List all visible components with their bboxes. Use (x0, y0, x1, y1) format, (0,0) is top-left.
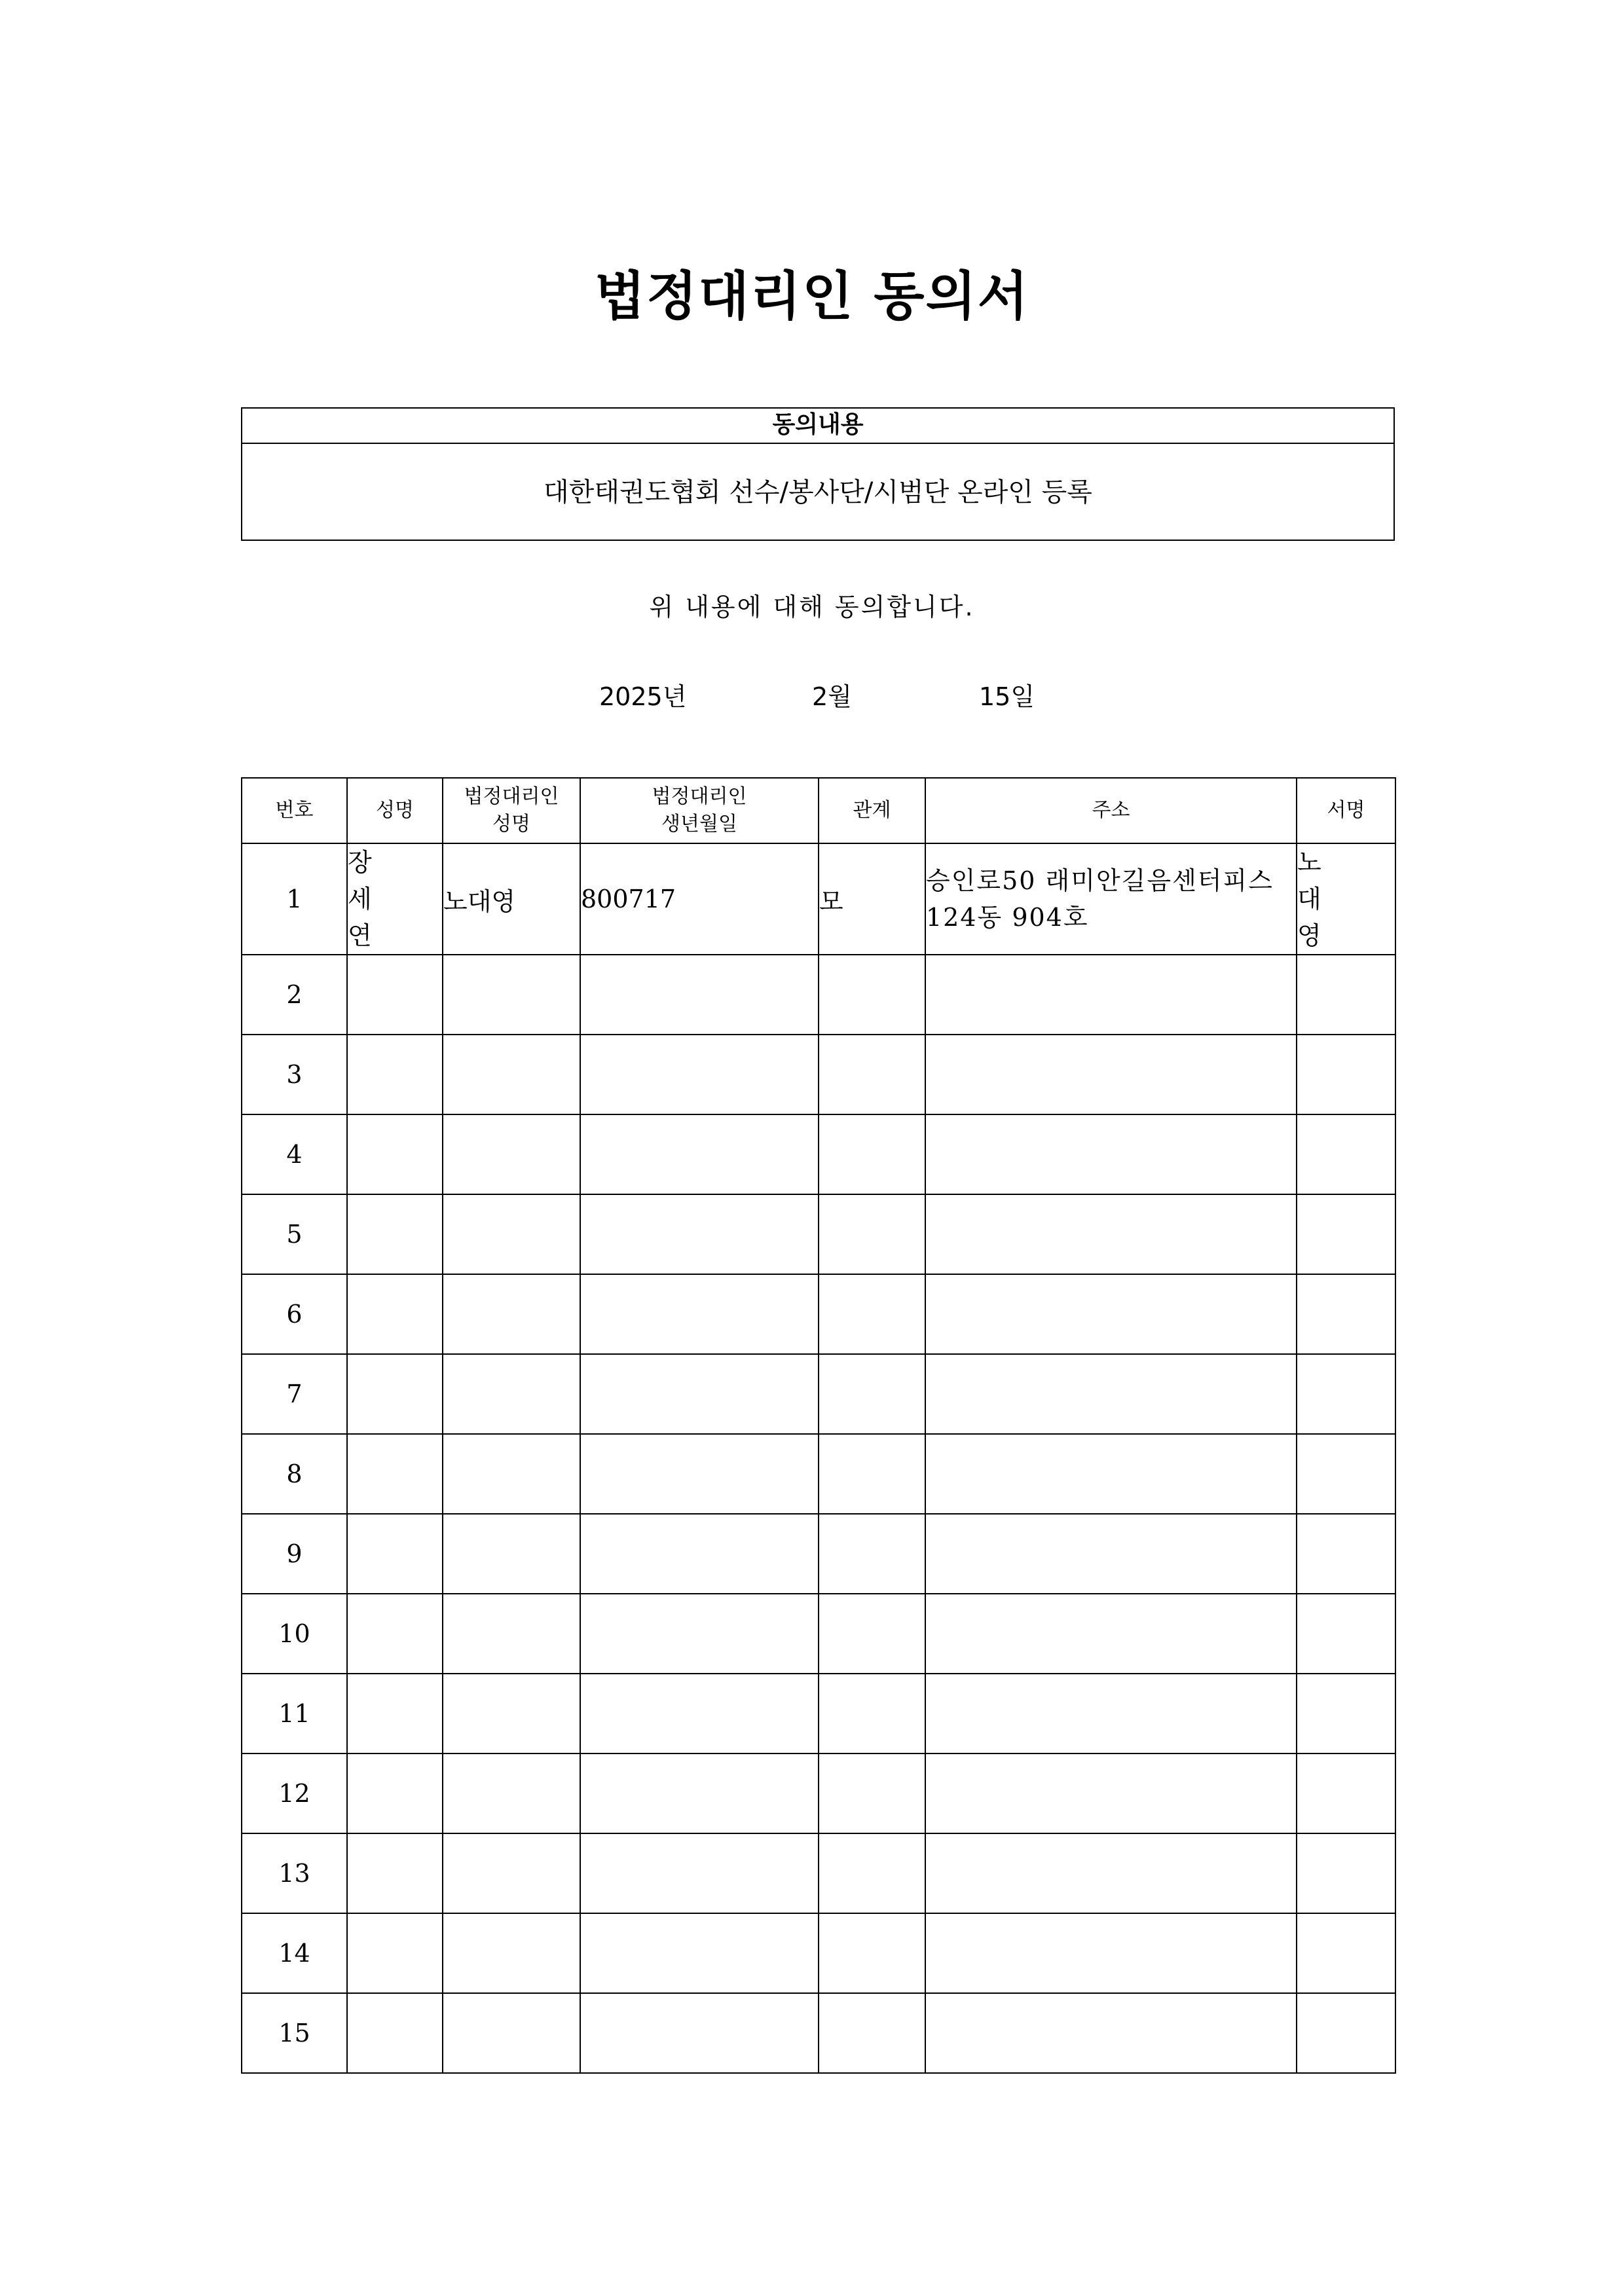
cell-name (347, 1674, 443, 1753)
cell-address (925, 1114, 1297, 1194)
cell-number: 3 (242, 1035, 347, 1114)
cell-signature (1297, 1674, 1395, 1753)
cell-guardian-name (443, 1354, 580, 1434)
cell-guardian-birth (580, 1354, 819, 1434)
header-guardian-birth: 법정대리인 생년월일 (580, 778, 819, 843)
header-name: 성명 (347, 778, 443, 843)
cell-number: 14 (242, 1913, 347, 1993)
table-row (242, 1594, 1395, 1674)
cell-guardian-birth (580, 955, 819, 1035)
cell-signature (1297, 955, 1395, 1035)
cell-signature (1297, 1434, 1395, 1514)
cell-guardian-birth: 800717 (580, 843, 819, 955)
cell-guardian-name (443, 955, 580, 1035)
cell-number: 5 (242, 1194, 347, 1274)
cell-signature (1297, 1993, 1395, 2073)
cell-number: 2 (242, 955, 347, 1035)
cell-signature (1297, 1833, 1395, 1913)
table-row (242, 1194, 1395, 1274)
cell-relation (819, 1993, 925, 2073)
agreement-statement: 위 내용에 대해 동의합니다. (649, 593, 975, 621)
table-row (242, 1035, 1395, 1114)
table-row (242, 1674, 1395, 1753)
header-address: 주소 (925, 778, 1297, 843)
cell-signature (1297, 1594, 1395, 1674)
cell-number: 7 (242, 1354, 347, 1434)
cell-address (925, 1993, 1297, 2073)
cell-number: 4 (242, 1114, 347, 1194)
cell-number: 8 (242, 1434, 347, 1514)
cell-address (925, 955, 1297, 1035)
cell-guardian-name (443, 1035, 580, 1114)
cell-name (347, 1114, 443, 1194)
cell-number: 10 (242, 1594, 347, 1674)
cell-guardian-name (443, 1753, 580, 1833)
header-relation: 관계 (819, 778, 925, 843)
cell-signature (1297, 1913, 1395, 1993)
cell-guardian-birth (580, 1833, 819, 1913)
table-row (242, 955, 1395, 1035)
table-row (242, 1913, 1395, 1993)
cell-address (925, 1434, 1297, 1514)
table-row (242, 1514, 1395, 1594)
cell-address: 승인로50 래미안길음센터피스 124동 904호 (925, 843, 1297, 955)
cell-relation (819, 1833, 925, 1913)
cell-address (925, 1514, 1297, 1594)
cell-relation (819, 1514, 925, 1594)
cell-address (925, 1674, 1297, 1753)
header-guardian-name: 법정대리인 성명 (443, 778, 580, 843)
cell-signature (1297, 1035, 1395, 1114)
cell-number: 15 (242, 1993, 347, 2073)
cell-relation (819, 1434, 925, 1514)
cell-guardian-name (443, 1434, 580, 1514)
date-month: 2월 (812, 682, 852, 711)
consent-header: 동의내용 (242, 409, 1393, 444)
cell-address (925, 1913, 1297, 1993)
cell-relation (819, 1274, 925, 1354)
cell-guardian-birth (580, 1194, 819, 1274)
document-title: 법정대리인 동의서 (594, 266, 1030, 327)
cell-name (347, 1594, 443, 1674)
cell-signature (1297, 1514, 1395, 1594)
cell-name (347, 1194, 443, 1274)
cell-name (347, 1913, 443, 1993)
cell-relation (819, 1194, 925, 1274)
cell-number: 9 (242, 1514, 347, 1594)
table-row (242, 843, 1395, 955)
cell-address (925, 1035, 1297, 1114)
cell-signature (1297, 1354, 1395, 1434)
cell-name (347, 1274, 443, 1354)
cell-guardian-name (443, 1594, 580, 1674)
cell-name (347, 1833, 443, 1913)
header-signature: 서명 (1297, 778, 1395, 843)
date-day: 15일 (979, 682, 1035, 711)
cell-guardian-name (443, 1993, 580, 2073)
cell-guardian-name (443, 1913, 580, 1993)
table-header-row (242, 778, 1395, 843)
cell-name: 장 세 연 (347, 843, 443, 955)
header-number: 번호 (242, 778, 347, 843)
cell-relation: 모 (819, 843, 925, 955)
table-row (242, 1753, 1395, 1833)
cell-name (347, 1035, 443, 1114)
cell-guardian-birth (580, 1035, 819, 1114)
consent-content-box (241, 407, 1395, 541)
table-row (242, 1833, 1395, 1913)
cell-guardian-name (443, 1674, 580, 1753)
table-row (242, 1354, 1395, 1434)
cell-name (347, 1753, 443, 1833)
cell-signature (1297, 1753, 1395, 1833)
consent-content: 대한태권도협회 선수/봉사단/시범단 온라인 등록 (544, 477, 1092, 507)
cell-guardian-name (443, 1274, 580, 1354)
cell-guardian-birth (580, 1274, 819, 1354)
cell-signature (1297, 1274, 1395, 1354)
cell-guardian-name (443, 1194, 580, 1274)
cell-relation (819, 1594, 925, 1674)
cell-guardian-name (443, 1114, 580, 1194)
cell-guardian-birth (580, 1674, 819, 1753)
cell-guardian-birth (580, 1514, 819, 1594)
cell-address (925, 1594, 1297, 1674)
cell-guardian-birth (580, 1753, 819, 1833)
cell-name (347, 955, 443, 1035)
cell-address (925, 1833, 1297, 1913)
cell-guardian-birth (580, 1913, 819, 1993)
cell-number: 6 (242, 1274, 347, 1354)
cell-name (347, 1993, 443, 2073)
table-row (242, 1274, 1395, 1354)
table-row (242, 1114, 1395, 1194)
table-row (242, 1434, 1395, 1514)
cell-relation (819, 955, 925, 1035)
cell-guardian-name: 노대영 (443, 843, 580, 955)
cell-guardian-name (443, 1833, 580, 1913)
cell-address (925, 1354, 1297, 1434)
cell-signature (1297, 1194, 1395, 1274)
cell-signature (1297, 1114, 1395, 1194)
cell-number: 13 (242, 1833, 347, 1913)
cell-relation (819, 1354, 925, 1434)
cell-guardian-birth (580, 1993, 819, 2073)
table-row (242, 1993, 1395, 2073)
cell-guardian-name (443, 1514, 580, 1594)
cell-signature: 노 대 영 (1297, 843, 1395, 955)
cell-relation (819, 1913, 925, 1993)
guardian-consent-table (241, 777, 1396, 2074)
cell-guardian-birth (580, 1114, 819, 1194)
cell-name (347, 1434, 443, 1514)
cell-guardian-birth (580, 1434, 819, 1514)
cell-number: 11 (242, 1674, 347, 1753)
cell-relation (819, 1674, 925, 1753)
cell-address (925, 1753, 1297, 1833)
cell-relation (819, 1114, 925, 1194)
cell-relation (819, 1753, 925, 1833)
cell-guardian-birth (580, 1594, 819, 1674)
cell-address (925, 1274, 1297, 1354)
cell-name (347, 1354, 443, 1434)
cell-number: 12 (242, 1753, 347, 1833)
date-year: 2025년 (599, 682, 687, 711)
cell-name (347, 1514, 443, 1594)
cell-address (925, 1194, 1297, 1274)
cell-number: 1 (242, 843, 347, 955)
cell-relation (819, 1035, 925, 1114)
